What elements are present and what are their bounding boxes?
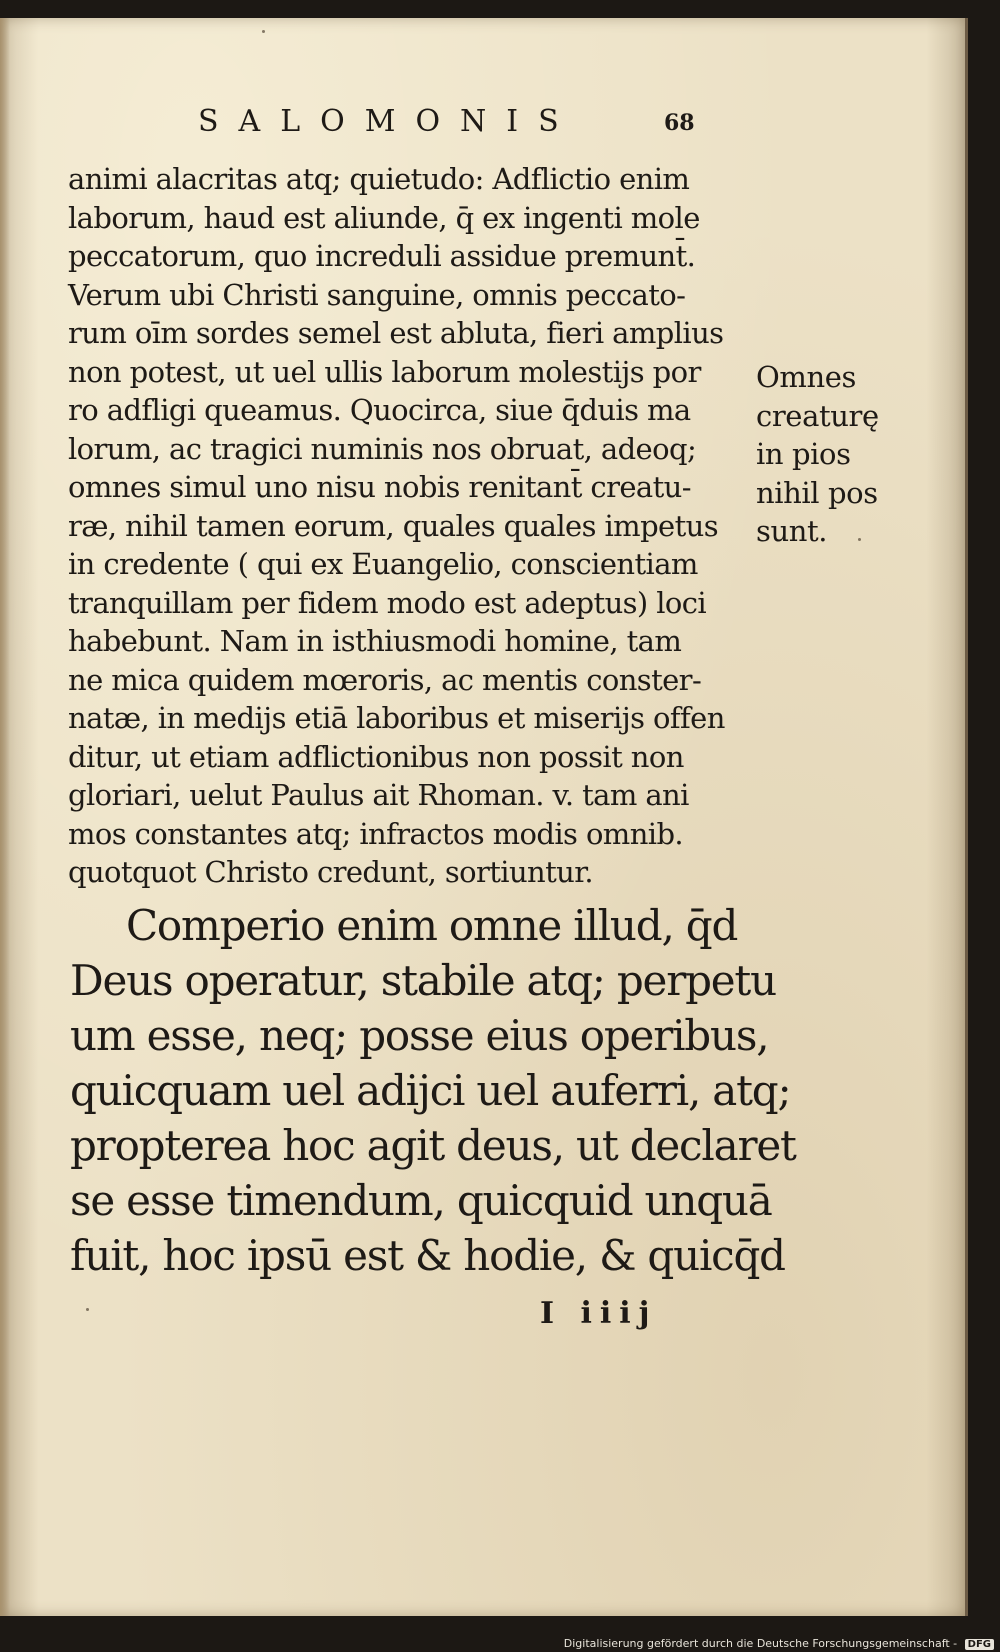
text-line: ræ, nihil tamen eorum, quales quales impetus (68, 508, 719, 543)
running-head: SALOMONIS (198, 104, 579, 139)
text-line: fuit, hoc ipsū est & hodie, & quicq̄d (70, 1231, 785, 1280)
text-line: laborum, haud est aliunde, q̄ ex ingenti mole (68, 200, 700, 235)
text-line: rum oīm sordes semel est abluta, fieri amplius (68, 316, 724, 350)
paper-speck (858, 538, 861, 541)
page-gutter (0, 18, 10, 1616)
digitization-credit (564, 1637, 994, 1650)
text-line: se esse timendum, quicquid unquā (70, 1176, 772, 1225)
text-line: um esse, neq; posse eius operibus, (70, 1011, 769, 1060)
margin-note-line: sunt. (756, 514, 828, 548)
marginal-note (756, 358, 886, 551)
margin-note-line: creaturę (756, 398, 879, 433)
text-line: propterea hoc agit deus, ut declaret (70, 1121, 796, 1170)
margin-note-line: nihil pos (756, 475, 878, 510)
text-line: Verum ubi Christi sanguine, omnis peccato- (68, 277, 686, 312)
text-line: lorum, ac tragici numinis nos obruat, adeoq; (68, 431, 697, 466)
paper-speck (86, 1308, 89, 1311)
body-text-large (70, 898, 796, 1283)
paper-speck (262, 30, 265, 33)
text-line: natæ, in medijs etiā laboribus et miserijs offen (68, 701, 725, 735)
text-line: Comperio enim omne illud, q̄d (126, 901, 738, 950)
text-line: tranquillam per fidem modo est adeptus) loci (68, 585, 707, 620)
text-line: animi alacritas atq; quietudo: Adflictio enim (68, 162, 690, 196)
text-line: quotquot Christo credunt, sortiuntur. (68, 855, 593, 889)
credit-text: Digitalisierung gefördert durch die Deutsche Forschungsgemeinschaft - (563, 1637, 958, 1650)
text-line: Deus operatur, stabile atq; perpetu (70, 956, 776, 1005)
page-number: 68 (664, 110, 695, 136)
text-line: gloriari, uelut Paulus ait Rhoman. v. tam ani (68, 778, 689, 812)
book-page (0, 18, 968, 1616)
text-line: in credente ( qui ex Euangelio, conscientiam (68, 547, 698, 581)
text-line: ro adfligi queamus. Quocirca, siue q̄duis ma (68, 393, 691, 427)
signature-mark: I iiij (540, 1296, 658, 1331)
text-line: peccatorum, quo increduli assidue premunt̄. (68, 239, 696, 273)
text-line: habebunt. Nam in isthiusmodi homine, tam (68, 624, 682, 658)
margin-note-line: in pios (756, 437, 851, 471)
text-line: non potest, ut uel ullis laborum molestijs por (68, 354, 701, 389)
text-line: ne mica quidem mœroris, ac mentis conster- (68, 662, 702, 697)
text-line: quicquam uel adijci uel auferri, atq; (70, 1066, 791, 1115)
text-line: ditur, ut etiam adflictionibus non possit non (68, 739, 684, 774)
margin-note-line: Omnes (756, 360, 856, 394)
text-line: mos constantes atq; infractos modis omnib. (68, 816, 684, 851)
body-text-small (68, 160, 748, 892)
dfg-logo: DFG (965, 1639, 994, 1650)
text-line: omnes simul uno nisu nobis renitant̄ creatu- (68, 470, 691, 504)
